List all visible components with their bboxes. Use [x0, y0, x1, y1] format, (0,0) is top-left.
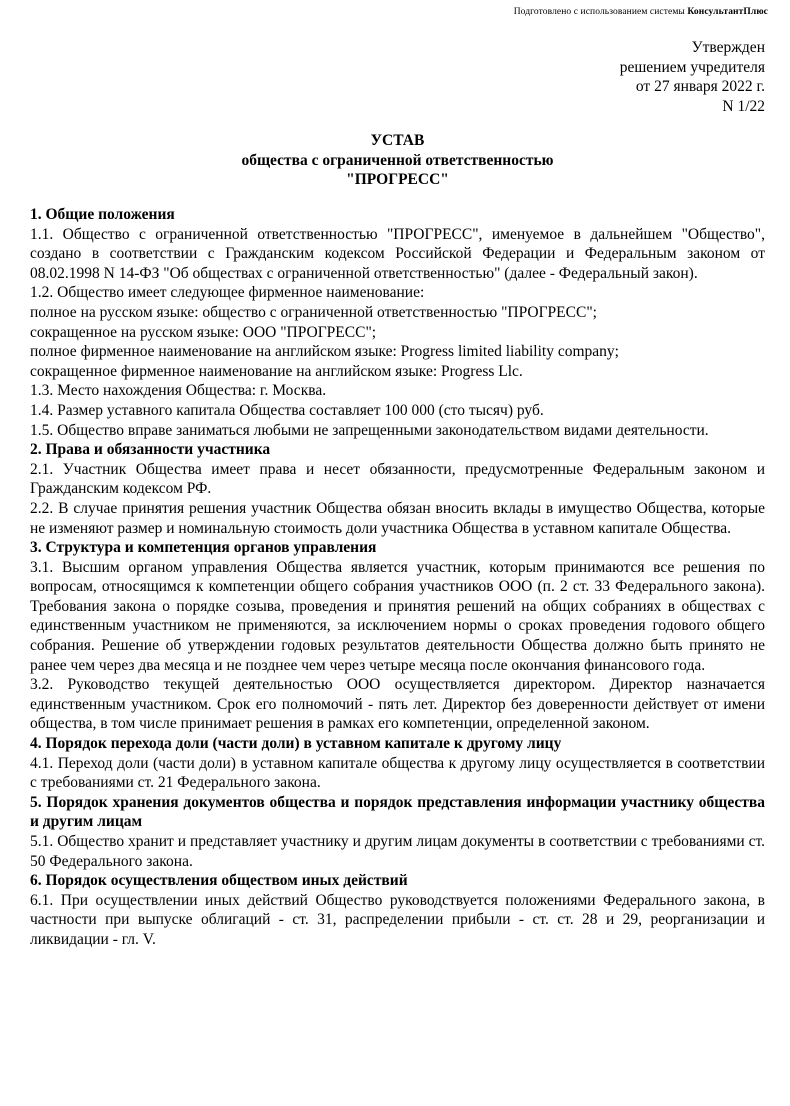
paragraph-s3-heading: 3. Структура и компетенция органов управления [30, 539, 377, 557]
approval-line-1: Утвержден [691, 39, 765, 56]
approval-line-4: N 1/22 [722, 97, 765, 115]
paragraph-p1-1: 1.1. Общество с ограниченной ответственностью "ПРОГРЕСС", именуемое в дальнейшем "Общество", создано в соответствии с Гражданским кодексом Российской Федерации и Федеральным законом от 08.02.1998 N 14-ФЗ "Об обществах с ограниченной ответственностью" (далее - Федеральный закон). [30, 225, 765, 282]
consultant-plus-watermark [514, 6, 768, 18]
document-body [30, 205, 765, 950]
paragraph-p3-1: 3.1. Высшим органом управления Общества является участник, которым принимаются все решения по вопросам, относящимся к компетенции общего собрания участников ООО (п. 2 ст. 33 Федерального закона). Требования закона о порядке созыва, проведения и принятия решений на общих собраниях в обществах с единственным участником не применяются, за исключением нормы о сроках проведения годового общего собрания. Решение об утверждении годовых результатов деятельности Общества должно быть принято не ранее чем через два месяца и не позднее чем через четыре месяца после окончания финансового года. [30, 558, 765, 674]
paragraph-p2-2: 2.2. В случае принятия решения участник Общества обязан вносить вклады в имущество Общества, которые не изменяют размер и номинальную стоимость доли участника Общества в уставном капитале Общества. [30, 499, 765, 537]
paragraph-p6-1: 6.1. При осуществлении иных действий Общество руководствуется положениями Федерального закона, в частности при выпуске облигаций - ст. 31, распределении прибыли - ст. ст. 28 и 29, реорганизации и ликвидации - гл. V. [30, 891, 765, 948]
watermark-brand-text: КонсультантПлюс [687, 7, 768, 17]
paragraph-p1-2d: сокращенное фирменное наименование на английском языке: Progress Llc. [30, 362, 523, 380]
paragraph-s4-heading: 4. Порядок перехода доли (части доли) в уставном капитале к другому лицу [30, 735, 562, 753]
title-line-entity-type: общества с ограниченной ответственностью [241, 151, 554, 169]
paragraph-p1-4: 1.4. Размер уставного капитала Общества составляет 100 000 (сто тысяч) руб. [30, 401, 544, 419]
paragraph-p1-2b: сокращенное на русском языке: ООО "ПРОГРЕСС"; [30, 323, 377, 341]
approval-line-3: от 27 января 2022 г. [635, 78, 765, 95]
document-title [30, 131, 765, 190]
paragraph-p3-2: 3.2. Руководство текущей деятельностью ООО осуществляется директором. Директор назначается единственным участником. Срок его полномочий - пять лет. Директор без доверенности действует от имени общества, в том числе принимает решения в рамках его компетенции, определенной законом. [30, 676, 765, 733]
paragraph-s1-heading: 1. Общие положения [30, 206, 175, 223]
paragraph-p4-1: 4.1. Переход доли (части доли) в уставном капитале общества к другому лицу осуществляется в соответствии с требованиями ст. 21 Федерального закона. [30, 754, 765, 792]
approval-block [435, 38, 765, 116]
title-line-company-name: "ПРОГРЕСС" [346, 171, 449, 188]
title-line-ustav: УСТАВ [370, 132, 425, 149]
paragraph-p5-1: 5.1. Общество хранит и представляет участнику и другим лицам документы в соответствии с требованиями ст. 50 Федерального закона. [30, 833, 765, 870]
paragraph-s5-heading: 5. Порядок хранения документов общества и порядок представления информации участнику общества и другим лицам [30, 793, 765, 831]
watermark-prefix-text: Подготовлено с использованием системы [513, 7, 688, 17]
paragraph-s6-heading: 6. Порядок осуществления обществом иных действий [30, 872, 408, 890]
approval-line-2: решением учредителя [619, 58, 765, 76]
paragraph-p1-2a: полное на русском языке: общество с ограниченной ответственностью "ПРОГРЕСС"; [30, 303, 597, 321]
paragraph-p1-3: 1.3. Место нахождения Общества: г. Москва. [30, 382, 327, 400]
paragraph-p1-2: 1.2. Общество имеет следующее фирменное наименование: [30, 284, 425, 302]
paragraph-p1-5: 1.5. Общество вправе заниматься любыми не запрещенными законодательством видами деятельности. [30, 421, 709, 439]
paragraph-p1-2c: полное фирменное наименование на английском языке: Progress limited liability company; [30, 343, 619, 361]
paragraph-s2-heading: 2. Права и обязанности участника [30, 441, 271, 459]
paragraph-p2-1: 2.1. Участник Общества имеет права и несет обязанности, предусмотренные Федеральным законом и Гражданским кодексом РФ. [30, 460, 765, 498]
